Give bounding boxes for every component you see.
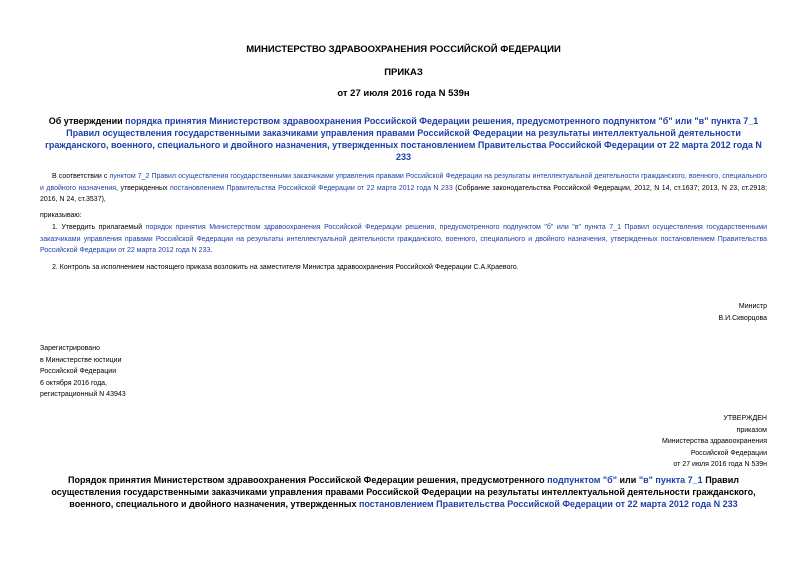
procedure-title-part2: или [617,475,639,485]
approval-line: от 27 июля 2016 года N 539н [673,461,767,468]
registration-line: в Министерстве юстиции [40,356,122,364]
approval-block [517,413,767,471]
document-date-number: от 27 июля 2016 года N 539н [337,88,470,99]
approval-line: приказом [736,426,767,434]
procedure-title-part3: Правил осуществления государственными заказчиками управления правами Российской Федерации на результаты интеллектуальной деятельности гражданского, военного, специального и двойного назначения, утвержденных [51,475,756,509]
item1-text-end: . [210,247,213,254]
procedure-resolution-link[interactable]: постановлением Правительства Российской Федерации от 22 марта 2012 года N 233 [358,499,738,509]
signature-name: В.И.Скворцова [718,314,767,322]
order-item-2: 2. Контроль за исполнением настоящего приказа возложить на заместителя Министра здравоохранения Российской Федерации С.А.Краевого. [52,264,519,271]
preamble-resolution-link[interactable]: постановлением Правительства Российской Федерации от 22 марта 2012 года N 233 [170,184,453,192]
order-word: приказываю: [40,212,82,219]
registration-line: Российской Федерации [40,368,117,375]
item1-procedure-link[interactable]: порядок принятия Министерством здравоохранения Российской Федерации решения, предусмотренного подпунктом "б" или "в" пункта 7_1 Правил осуществления государственными заказчиками управления правами Российской Федерации на результаты интеллектуальной деятельности гражданского, военного, специального и двойного назначения, утвержденных постановлением Правительства Российской Федерации от 22 марта 2012 года N 233 [40,224,767,254]
order-item-1 [40,222,767,257]
registration-line: 6 октября 2016 года, [40,379,108,387]
registration-line: Зарегистрировано [40,345,100,352]
procedure-title-part1: Порядок принятия Министерством здравоохранения Российской Федерации решения, предусмотренного [68,475,548,485]
signature-position: Министр [738,303,767,310]
document-title [40,115,767,163]
title-prefix: Об утверждении [48,116,126,126]
item1-text-start: 1. Утвердить прилагаемый [52,224,146,231]
approval-line: Российской Федерации [690,449,767,457]
preamble-text-start: В соответствии с [52,173,110,180]
preamble-rules-link[interactable]: пунктом 7_2 Правил осуществления государственными заказчиками управления правами Российской Федерации на результаты интеллектуальной деятельности гражданского, военного, специального и двойного назначения [40,173,767,192]
title-procedure-link[interactable]: порядка принятия Министерством здравоохранения Российской Федерации решения, предусмотренного подпунктом "б" или "в" пункта 7_1 Правил осуществления государственными заказчиками управления правами Российской Федерации на результаты интеллектуальной деятельности гражданского, военного, специального и двойного назначения, утвержденных постановлением Правительства Российской Федерации от 22 марта 2012 года N 233 [45,116,762,162]
registration-block [40,343,300,401]
approval-line: УТВЕРЖДЕН [723,415,767,422]
preamble-text-mid: , утвержденных [116,184,170,192]
procedure-subpoint-b-link[interactable]: подпунктом "б" [547,475,618,485]
approval-line: Министерства здравоохранения [662,438,767,445]
preamble-text-end: (Собрание законодательства Российской Федерации, 2012, N 14, ст.1637; 2013, N 23, ст.2918; 2016, N 24, ст.3537), [40,184,768,203]
procedure-point-7-1-link[interactable]: "в" пункта 7_1 [638,475,703,485]
preamble-paragraph [40,171,767,206]
signature-block [567,301,767,324]
ministry-heading: МИНИСТЕРСТВО ЗДРАВООХРАНЕНИЯ РОССИЙСКОЙ ФЕДЕРАЦИИ [246,44,561,55]
registration-line: регистрационный N 43943 [40,391,126,398]
document-type: ПРИКАЗ [384,67,423,78]
procedure-title [40,474,767,510]
